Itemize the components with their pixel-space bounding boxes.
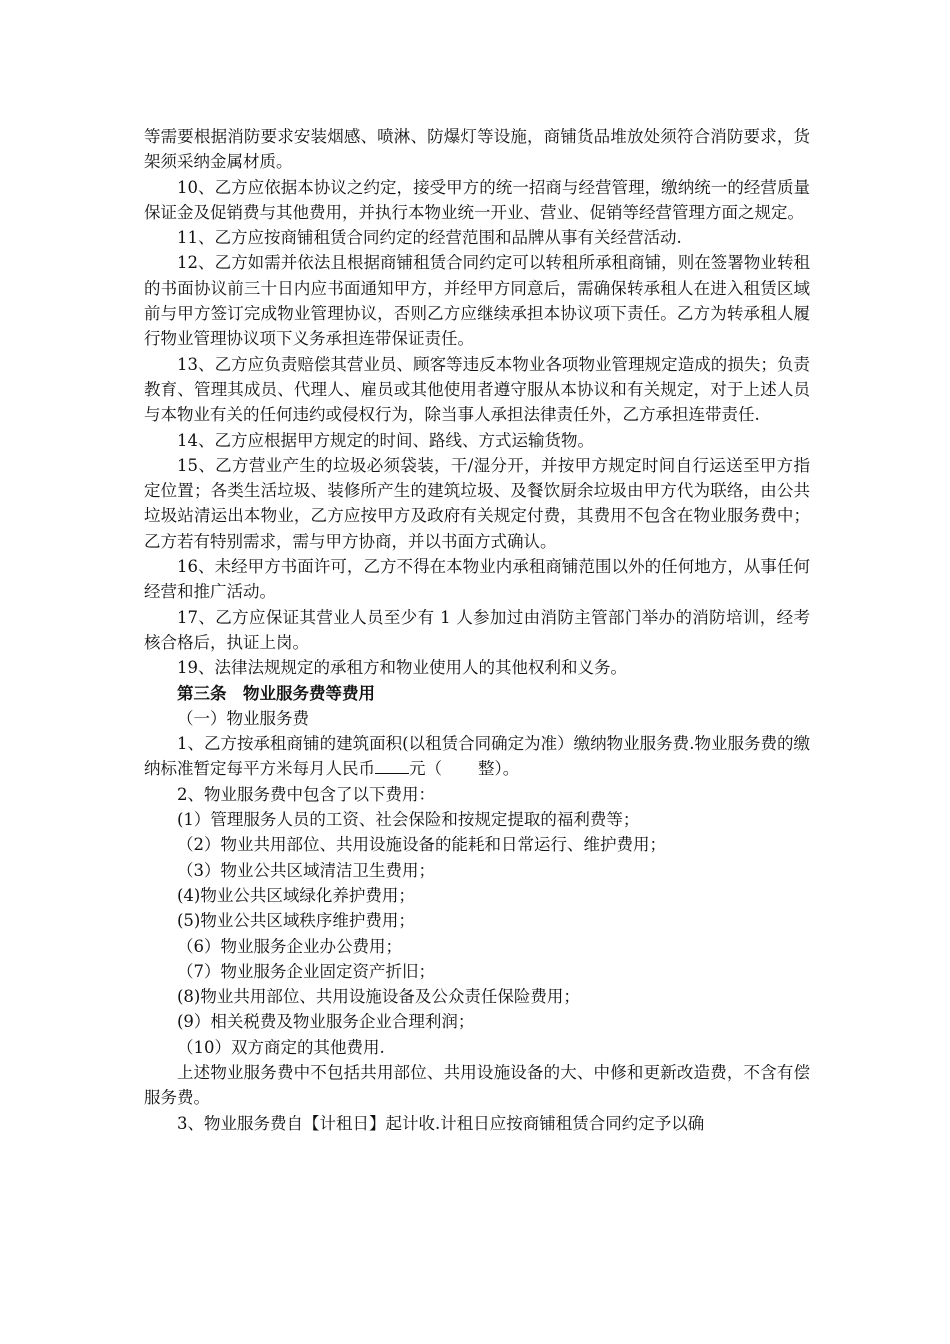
fee-exclusion-note: 上述物业服务费中不包括共用部位、共用设施设备的大、中修和更新改造费，不含有偿服务费。 [144, 1062, 810, 1108]
fee-clause-2: 2、物业服务费中包含了以下费用： [177, 784, 435, 804]
clause-16: 16、未经甲方书面许可，乙方不得在本物业内承租商铺范围以外的任何地方，从事任何经营和推广活动。 [144, 557, 810, 602]
fee-item-8: (8)物业共用部位、共用设施设备及公众责任保险费用； [177, 987, 580, 1007]
fee-item-2: （2）物业共用部位、共用设施设备的能耗和日常运行、维护费用； [177, 835, 666, 855]
fee-item-4: (4)物业公共区域绿化养护费用； [177, 885, 415, 905]
section-heading-article-3: 第三条 物业服务费等费用 [177, 683, 375, 703]
clause-15: 15、乙方营业产生的垃圾必须袋装，干/湿分开，并按甲方规定时间自行运送至甲方指定位置；各类生活垃圾、装修所产生的建筑垃圾、及餐饮厨余垃圾由甲方代为联络，由公共垃圾站清运出本物业，乙方应按甲方及政府有关规定付费，其费用不包含在物业服务费中；乙方若有特别需求，需与甲方协商，并以书面方式确认。 [144, 455, 810, 551]
document-page [144, 124, 810, 1136]
fee-item-5: (5)物业公共区域秩序维护费用； [177, 911, 415, 931]
clause-10: 10、乙方应依据本协议之约定，接受甲方的统一招商与经营管理，缴纳统一的经营质量保证金及促销费与其他费用，并执行本物业统一开业、营业、促销等经营管理方面之规定。 [144, 177, 810, 222]
fee-clause-1-text: 1、乙方按承租商铺的建筑面积(以租赁合同确定为准）缴纳物业服务费.物业服务费的缴纳标准暂定每平方米每月人民币 [144, 734, 810, 779]
fee-item-3: （3）物业公共区域清洁卫生费用； [177, 860, 435, 880]
fee-item-7: （7）物业服务企业固定资产折旧； [177, 961, 435, 981]
fee-item-10: （10）双方商定的其他费用. [177, 1037, 385, 1057]
fee-item-6: （6）物业服务企业办公费用； [177, 936, 402, 956]
fee-amount-blank [375, 773, 409, 774]
paragraph-fire-safety: 等需要根据消防要求安装烟感、喷淋、防爆灯等设施，商铺货品堆放处须符合消防要求，货架须采纳金属材质。 [144, 127, 810, 172]
clause-13: 13、乙方应负责赔偿其营业员、顾客等违反本物业各项物业管理规定造成的损失；负责教育、管理其成员、代理人、雇员或其他使用者遵守服从本协议和有关规定，对于上述人员与本物业有关的任何违约或侵权行为，除当事人承担法律责任外，乙方承担连带责任. [144, 354, 810, 425]
clause-19: 19、法律法规规定的承租方和物业使用人的其他权利和义务。 [177, 658, 627, 678]
fee-clause-3: 3、物业服务费自【计租日】起计收.计租日应按商铺租赁合同约定予以确 [177, 1113, 705, 1133]
fee-item-1: (1）管理服务人员的工资、社会保险和按规定提取的福利费等； [177, 810, 640, 830]
clause-12: 12、乙方如需并依法且根据商铺租赁合同约定可以转租所承租商铺，则在签署物业转租的书面协议前三十日内应书面通知甲方，并经甲方同意后，需确保转承租人在进入租赁区域前与甲方签订完成物业管理协议，否则乙方应继续承担本协议项下责任。乙方为转承租人履行物业管理协议项下义务承担连带保证责任。 [144, 253, 810, 349]
subsection-property-fee: （一）物业服务费 [177, 708, 309, 728]
fee-item-9: (9）相关税费及物业服务企业合理利润； [177, 1012, 475, 1032]
clause-14: 14、乙方应根据甲方规定的时间、路线、方式运输货物。 [177, 430, 594, 450]
clause-11: 11、乙方应按商铺租赁合同约定的经营范围和品牌从事有关经营活动. [177, 228, 682, 248]
fee-clause-1 [144, 731, 810, 782]
fee-close-text: 整）。 [478, 759, 520, 779]
clause-17: 17、乙方应保证其营业人员至少有 1 人参加过由消防主管部门举办的消防培训，经考核合格后，执证上岗。 [144, 607, 810, 652]
fee-currency-text: 元（ [409, 759, 442, 779]
